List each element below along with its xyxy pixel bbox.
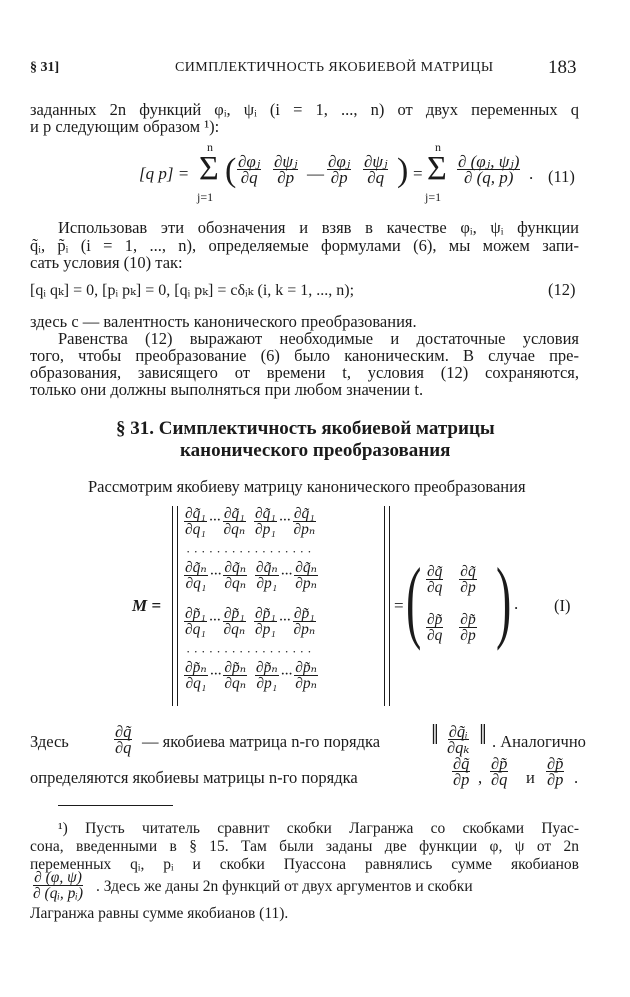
m-r4-c1: $\frac{\text{∂p̃ₙ}}{\text{∂q₁}}$	[185, 659, 207, 692]
footnote-line3: переменных qᵢ, pᵢ и скобки Пуассона равнялись сумме якобианов	[30, 856, 579, 873]
matrix-row-1: $\frac{\text{∂q̃₁}}{\text{∂q₁}}$ ··· $\frac{\text{∂q̃₁}}{\text{∂qₙ}}$ $\frac{\text{∂q̃₁}}{\text{∂p₁}}$ ··· $\frac{\text{∂q̃₁}}{\text{∂pₙ}}$	[185, 505, 316, 538]
b-r2-c2: $\frac{\partial p̃}{\partial p}$	[460, 611, 476, 644]
matrix-row-4: $\frac{\text{∂p̃ₙ}}{\text{∂q₁}}$ ··· $\frac{\text{∂p̃ₙ}}{\text{∂qₙ}}$ $\frac{\text{∂p̃ₙ}}{\text{∂p₁}}$ ··· $\frac{\text{∂p̃ₙ}}{\text{∂pₙ}}$	[185, 659, 317, 692]
m-r1-c4: $\frac{\text{∂q̃₁}}{\text{∂pₙ}}$	[293, 505, 316, 538]
m-r2-c2: $\frac{\text{∂q̃ₙ}}{\text{∂qₙ}}$	[224, 559, 247, 592]
footnote-rule	[58, 805, 173, 806]
eq12-number: (12)	[548, 280, 576, 299]
section-heading-line1: § 31. Симплектичность якобиевой матрицы	[116, 418, 495, 439]
eq11-sum2-bottom: j=1	[425, 190, 442, 204]
book-page: § 31] СИМПЛЕКТИЧНОСТЬ ЯКОБИЕВОЙ МАТРИЦЫ 183 заданных 2n функций φᵢ, ψᵢ (i = 1, ..., n) от двух переменных q и p следующим образом ¹): [q p] = n Σ j=1 ( $\frac{\text{∂φⱼ}}{\partial q}$ $\frac{\text{∂ψⱼ}}{\partial p}$ — $\frac{\text{∂φⱼ}}{\partial p}$ $\frac{\text{∂ψⱼ}}{\partial q}$ ) = n Σ j=1 $\frac{\text{∂ (φⱼ, ψⱼ)}}{\partial (q, p)}$ . (11) Использовав эти обозначения и взяв в качестве φᵢ, ψᵢ функции q̃ᵢ, p̃ᵢ (i = 1, ..., n), определяемые формулами (6), мы можем запи- сать условия (10) так: [qᵢ qₖ] = 0, [pᵢ pₖ] = 0, [qᵢ pₖ] = cδᵢₖ (i, k = 1, ..., n); (12) здесь c — валентность канонического преобразования. Равенства (12) выражают необходимые и достаточные условия того, чтобы преобразование (6) было каноническим. В случае пре- образования, зависящего от времени t, условия (12) сохраняются, только они должны выполняться при любом значении t. § 31. Симплектичность якобиевой матрицы канонического преобразования Рассмотрим якобиеву матрицу канонического преобразования M = $\frac{\text{∂q̃₁}}{\text{∂q₁}}$ ··· $\frac{\text{∂q̃₁}}{\text{∂qₙ}}$ $\frac{\text{∂q̃₁}}{\text{∂p₁}}$ ··· $\frac{\text{∂q̃₁}}{\text{∂pₙ}}$ · · · · · · · · · · · · · · · · · $\frac{\text{∂q̃ₙ}}{\text{∂q₁}}$ ··· $\frac{\text{∂q̃ₙ}}{\text{∂qₙ}}$ $\frac{\text{∂q̃ₙ}}{\text{∂p₁}}$ ··· $\frac{\text{∂q̃ₙ}}{\text{∂pₙ}}$ $\frac{\text{∂p̃₁}}{\text{∂q₁}}$ ··· $\frac{\text{∂p̃₁}}{\text{∂qₙ}}$ $\frac{\text{∂p̃₁}}{\text{∂p₁}}$ ··· $\frac{\text{∂p̃₁}}{\text{∂pₙ}}$ · · · · · · · · · · · · · · · · · $\frac{\text{∂p̃ₙ}}{\text{∂q₁}}$ ··· $\frac{\text{∂p̃ₙ}}{\text{∂qₙ}}$ $\frac{\text{∂p̃ₙ}}{\text{∂p₁}}$ ··· $\frac{\text{∂p̃ₙ}}{\text{∂pₙ}}$ = ( $\frac{\partial q̃}{\partial q}$ $\frac{\partial q̃}{\partial p}$ $\frac{\partial p̃}{\partial q}$ $\frac{\partial p̃}{\partial p}$ ) . (I) Здесь $\frac{\partial q̃}{\partial q}$ — якобиева матрица n-го порядка ‖ $\frac{\text{∂q̃ᵢ}}{\text{∂qₖ}}$ ‖ . Аналогично определяются якобиевы матрицы n-го порядка $\frac{\partial q̃}{\partial p}$ , $\frac{\partial p̃}{\partial q}$ и $\frac{\partial p̃}{\partial p}$ . ¹) Пусть читатель сравнит скобки Лагранжа со скобками Пуас- сона, введенными в § 15. Там были заданы две функции φ, ψ от 2n переменных qᵢ, pᵢ и скобки Пуассона равнялись сумме якобианов $\frac{\partial (\varphi, \psi)}{\text{∂ (qᵢ, pᵢ)}}$ . Здесь же даны 2n функций от двух аргументов и скобки Лагранжа равны сумме якобианов (11).	[0, 0, 630, 997]
matrix-equals: =	[394, 596, 404, 615]
para6-frac-h3: $\frac{\partial p̃}{\partial p}$	[547, 754, 564, 789]
eq11-frac3: $\frac{\text{∂φⱼ}}{\partial p}$	[328, 152, 351, 187]
matrix-row-2: $\frac{\text{∂q̃ₙ}}{\text{∂q₁}}$ ··· $\frac{\text{∂q̃ₙ}}{\text{∂qₙ}}$ $\frac{\text{∂q̃ₙ}}{\text{∂p₁}}$ ··· $\frac{\text{∂q̃ₙ}}{\text{∂pₙ}}$	[185, 559, 317, 592]
m-r3-c2: $\frac{\text{∂p̃₁}}{\text{∂qₙ}}$	[223, 605, 246, 638]
b-r2-c1: $\frac{\partial p̃}{\partial q}$	[427, 611, 443, 644]
m-r3-c4: $\frac{\text{∂p̃₁}}{\text{∂pₙ}}$	[293, 605, 316, 638]
header-title: СИМПЛЕКТИЧНОСТЬ ЯКОБИЕВОЙ МАТРИЦЫ	[175, 60, 494, 75]
para6-frac-f: $\frac{\partial q̃}{\partial q}$	[115, 722, 132, 757]
para6-frac-h1: $\frac{\partial q̃}{\partial p}$	[453, 754, 470, 789]
eq11-sigma2: Σ	[427, 150, 447, 187]
m-r4-c4: $\frac{\text{∂p̃ₙ}}{\text{∂pₙ}}$	[295, 659, 317, 692]
equation-12: [qᵢ qₖ] = 0, [pᵢ pₖ] = 0, [qᵢ pₖ] = cδᵢₖ (i, k = 1, ..., n);	[30, 282, 355, 299]
eq11-sum1-bottom: j=1	[197, 190, 214, 204]
footnote-line2: сона, введенными в § 15. Там были заданы две функции φ, ψ от 2n	[30, 838, 579, 855]
m-r3-c1: $\frac{\text{∂p̃₁}}{\text{∂q₁}}$	[185, 605, 206, 638]
header-section-ref: § 31]	[30, 60, 60, 75]
para2-line1: Использовав эти обозначения и взяв в качестве φᵢ, ψᵢ функции	[58, 218, 579, 237]
footnote-line1: ¹) Пусть читатель сравнит скобки Лагранжа со скобками Пуас-	[58, 820, 579, 837]
det-bar-right-2	[389, 506, 390, 706]
para6-norm-close: ‖	[479, 720, 487, 751]
det-bar-left-2	[177, 506, 178, 706]
eq11-sum2-top: n	[435, 140, 441, 154]
footnote-jacobian-frac: $\frac{\partial (\varphi, \psi)}{\text{∂ (qᵢ, pᵢ)}}$	[33, 869, 84, 902]
eq11-lhs: [q p] =	[139, 164, 190, 183]
m-r2-c1: $\frac{\text{∂q̃ₙ}}{\text{∂q₁}}$	[185, 559, 207, 592]
footnote-line5: Лагранжа равны сумме якобианов (11).	[30, 905, 289, 922]
matrix-eq-number: (I)	[554, 596, 571, 615]
eq11-frac4: $\frac{\text{∂ψⱼ}}{\partial q}$	[364, 152, 388, 187]
block-row-1	[424, 564, 479, 595]
page-number: 183	[548, 57, 577, 78]
det-bar-left-1	[172, 506, 173, 706]
eq11-frac1: $\frac{\text{∂φⱼ}}{\partial q}$	[238, 152, 261, 187]
eq11-number: (11)	[548, 167, 575, 186]
block-row-2	[424, 612, 479, 643]
matrix-dots-1: · · · · · · · · · · · · · · · · ·	[186, 544, 312, 559]
para1-line1: заданных 2n функций φᵢ, ψᵢ (i = 1, ..., n) от двух переменных q	[30, 100, 579, 119]
para4-line4: только они должны выполняться при любом значении t.	[30, 380, 424, 399]
det-bar-right-1	[384, 506, 385, 706]
para4-line3: образования, зависящего от времени t, условия (12) сохраняются,	[30, 363, 579, 382]
para6-frac-g: $\frac{\text{∂q̃ᵢ}}{\text{∂qₖ}}$	[447, 722, 470, 757]
eq11-equals: =	[413, 164, 423, 183]
m-r2-c4: $\frac{\text{∂q̃ₙ}}{\text{∂pₙ}}$	[295, 559, 317, 592]
eq11-sum1-top: n	[207, 140, 213, 154]
block-paren-open: (	[406, 549, 422, 651]
para2-line2: q̃ᵢ, p̃ᵢ (i = 1, ..., n), определяемые формулами (6), мы можем запи-	[30, 236, 579, 255]
b-r1-c1: $\frac{\partial q̃}{\partial q}$	[427, 563, 443, 596]
para1-line2: и p следующим образом ¹):	[30, 117, 220, 136]
m-r2-c3: $\frac{\text{∂q̃ₙ}}{\text{∂p₁}}$	[255, 559, 278, 592]
equation-11	[125, 140, 585, 206]
para6-norm-open: ‖	[431, 720, 439, 751]
m-r4-c3: $\frac{\text{∂p̃ₙ}}{\text{∂p₁}}$	[255, 659, 278, 692]
m-r1-c2: $\frac{\text{∂q̃₁}}{\text{∂qₙ}}$	[223, 505, 246, 538]
para4-line1: Равенства (12) выражают необходимые и достаточные условия	[58, 329, 579, 348]
eq11-minus: —	[307, 164, 324, 183]
matrix-equation	[128, 502, 598, 712]
eq11-sigma1: Σ	[199, 150, 219, 187]
eq11-paren-open: (	[225, 152, 237, 189]
block-paren-close: )	[496, 549, 512, 651]
m-r1-c3: $\frac{\text{∂q̃₁}}{\text{∂p₁}}$	[255, 505, 276, 538]
eq11-frac5: $\frac{\text{∂ (φⱼ, ψⱼ)}}{\partial (q, p)}$	[458, 152, 520, 187]
m-r1-c1: $\frac{\text{∂q̃₁}}{\text{∂q₁}}$	[185, 505, 206, 538]
matrix-dots-2: · · · · · · · · · · · · · · · · ·	[186, 644, 312, 659]
eq11-frac2: $\frac{\text{∂ψⱼ}}{\partial p}$	[274, 152, 298, 187]
para5-line1: Рассмотрим якобиеву матрицу канонического преобразования	[88, 477, 526, 496]
para3-line1: здесь c — валентность канонического преобразования.	[30, 312, 417, 331]
m-r3-c3: $\frac{\text{∂p̃₁}}{\text{∂p₁}}$	[255, 605, 276, 638]
matrix-lhs: M =	[132, 596, 162, 615]
para2-line3: сать условия (10) так:	[30, 253, 183, 272]
eq11-paren-close: )	[397, 152, 409, 189]
footnote-line4: $\frac{\partial (\varphi, \psi)}{\text{∂ (qᵢ, pᵢ)}}$ . Здесь же даны 2n функций от двух аргументов и скобки	[33, 869, 473, 902]
matrix-tail-dot: .	[514, 594, 519, 613]
section-heading-line2: канонического преобразования	[180, 440, 451, 461]
para4-line2: того, чтобы преобразование (6) было каноническим. В случае пре-	[30, 346, 579, 365]
para6-line2: определяются якобиевы матрицы n-го порядка $\frac{\partial q̃}{\partial p}$ , $\frac{\partial p̃}{\partial q}$ и $\frac{\partial p̃}{\partial p}$ .	[30, 754, 579, 789]
para6-frac-h2: $\frac{\partial p̃}{\partial q}$	[491, 754, 508, 789]
eq11-dot: .	[529, 164, 534, 183]
b-r1-c2: $\frac{\partial q̃}{\partial p}$	[460, 563, 476, 596]
matrix-row-3: $\frac{\text{∂p̃₁}}{\text{∂q₁}}$ ··· $\frac{\text{∂p̃₁}}{\text{∂qₙ}}$ $\frac{\text{∂p̃₁}}{\text{∂p₁}}$ ··· $\frac{\text{∂p̃₁}}{\text{∂pₙ}}$	[185, 605, 316, 638]
m-r4-c2: $\frac{\text{∂p̃ₙ}}{\text{∂qₙ}}$	[224, 659, 247, 692]
